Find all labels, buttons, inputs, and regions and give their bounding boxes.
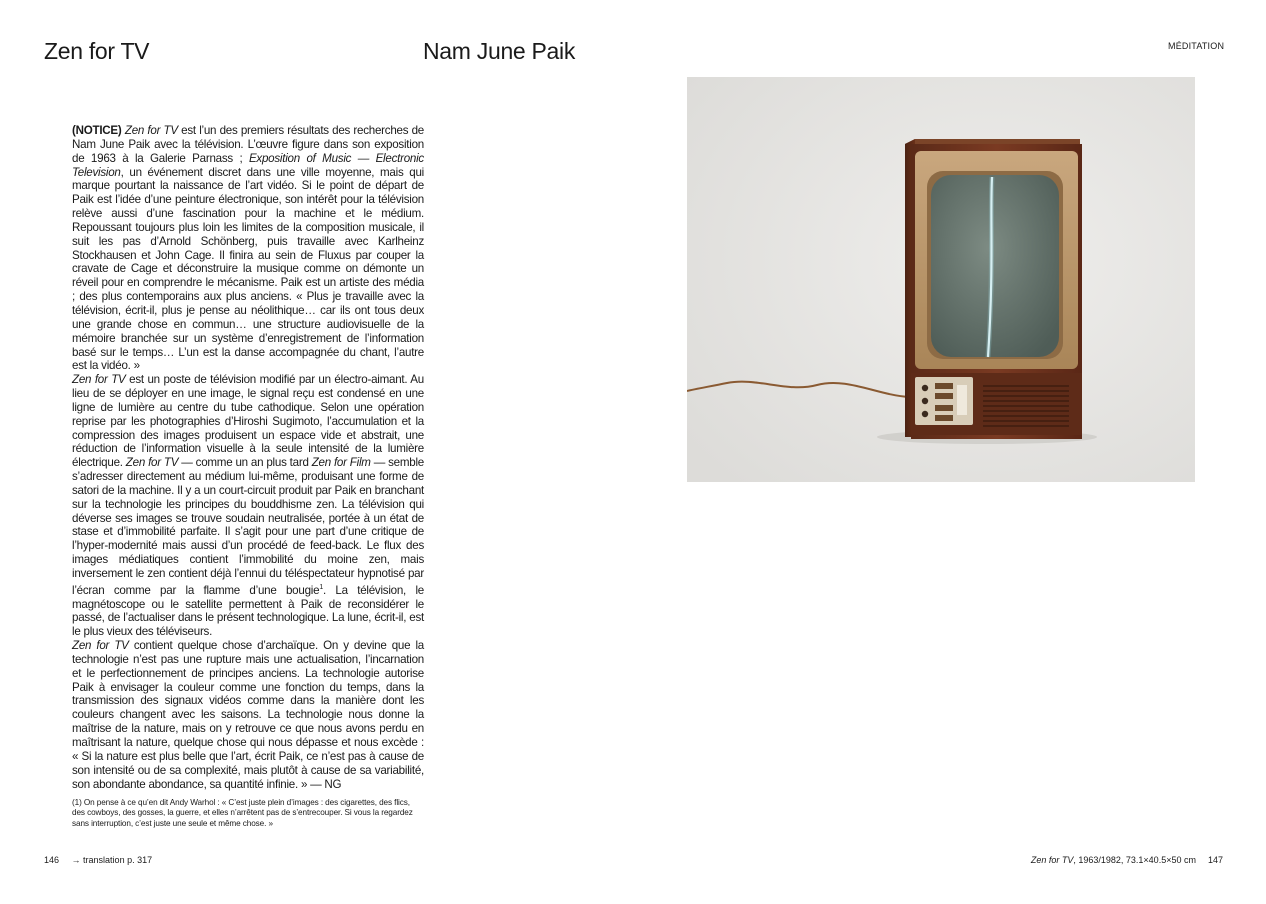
- caption-details: , 1963/1982, 73.1×40.5×50 cm: [1073, 855, 1196, 865]
- text-run: contient quelque chose d’archaïque. On y devine que la technologie n’est pas une rupture mais une actualisation, l’incarnation et le perfectionnement de principes anciens. La technologie autorise Paik à envisager la couleur comme une fonction du temps, dans la transmission des signaux vidéos comme dans la manière dont les couleurs changent avec les saisons. La technologie nous donne la maîtrise de la nature, mais on y retrouve ce que nous avons perdu en maîtrisant la nature, quelque chose qui nous dépasse et nous excède : « Si la nature est plus belle que l’art, écrit Paik, ce n’est pas à cause de son intensité ou de sa complexité, mais plutôt à cause de sa variabilité, son abondante abondance, sa quantité infinie. » — NG: [72, 639, 425, 791]
- footer-right: [1031, 855, 1223, 865]
- footer-left: [44, 855, 152, 865]
- italic-title: Zen for TV: [72, 373, 126, 387]
- caption-title: Zen for TV: [1030, 855, 1074, 865]
- italic-title: Zen for TV: [125, 456, 179, 470]
- text-run: est l’un des premiers résultats des recherches de Nam June Paik avec la télévision. L’œuvre figure dans son exposition de 1963 à la Galerie Parnass ;: [72, 124, 425, 165]
- text-run: est un poste de télévision modifié par un électro-aimant. Au lieu de se déployer en une image, le signal reçu est condensé en une ligne de lumière au centre du tube cathodique. Selon une opération reprise par les photographies d’Hiroshi Sugimoto, l’accumulation et la compression des images produisent un espace vide et abstrait, une réduction de l’information visuelle à la seule intensité de la lumière électrique.: [72, 373, 424, 470]
- paragraph-1: [72, 124, 424, 373]
- notice-tag: (NOTICE): [72, 124, 122, 137]
- work-title: Zen for TV: [44, 38, 150, 64]
- paragraph-3: [72, 639, 424, 791]
- italic-title: Zen for Film: [311, 456, 371, 470]
- text-run: . La télévision, le magnétoscope ou le satellite permettent à Paik de reconsidérer le passé, de l’actualiser dans le présent technologique. La lune, écrit-il, est le plus vieux des téléviseurs.: [72, 583, 424, 639]
- italic-title: Zen for TV: [124, 124, 178, 137]
- italic-title: Exposition of Music — Electronic Television: [72, 151, 424, 179]
- artist-name: Nam June Paik: [423, 38, 576, 64]
- footnote-reference[interactable]: 1: [319, 583, 323, 591]
- text-run: , un événement discret dans une ville moyenne, mais qui marque pourtant la naissance de l’art vidéo. Si le point de départ de Paik est l’idée d’une peinture électronique, son intérêt pour la télévision relève aussi d’une fascination pour la machine et le médium. Repoussant toujours plus loin les limites de la composition musicale, il suit les pas d’Arnold Schönberg, puis travaille avec Karlheinz Stockhausen et John Cage. Il finira au sein de Fluxus par couper la cravate de Cage et déconstruire la musique comme on démonte un réveil pour en comprendre le mécanisme. Paik est un artiste des média ; des plus contemporains aux plus anciens. « Plus je travaille avec la télévision, écrit-il, plus je pense au néolithique… car ils ont tous deux une grande chose en commun… une structure audiovisuelle de la mémoire branchée sur un système d’enregistrement de l’information basé sur le temps… L’un est la danse accompagnée du chant, l’autre est la vidéo. »: [72, 165, 424, 373]
- notice-text: [72, 124, 424, 791]
- page-number-left: 146: [44, 855, 60, 865]
- text-run: — semble s’adresser directement au médium lui-même, produisant une forme de satori de la machine. Il y a un court-circuit produit par Paik en branchant sur la technologie les principes du bouddhisme zen. La télévision qui déverse ses images se trouve soudain neutralisée, portée à un état de stase et d’immobilité parfaite. Il s’agit pour une part d’une critique de l’hyper-modernité mais aussi d’un procédé de feed-back. Le flux des images médiatiques contient l’immobilité du moine zen, mais inversement le zen contient déjà l’ennui du téléspectateur hypnotisé par l’écran comme par la flamme d’une bougie: [72, 456, 424, 597]
- section-label: MÉDITATION: [1168, 41, 1225, 51]
- artwork-photo: [687, 77, 1195, 482]
- translation-link[interactable]: → translation p. 317: [71, 855, 153, 865]
- paragraph-2: [72, 373, 424, 639]
- footnote: (1) On pense à ce qu’en dit Andy Warhol : « C’est juste plein d’images : des cigarettes, des flics, des cowboys, des gosses, la guerre, et elles n’arrêtent pas de s’entrecouper. Si vous la regardez sans interruption, c’est juste une seule et même chose. »: [72, 798, 413, 828]
- text-run: — comme un an plus tard: [178, 456, 312, 470]
- italic-title: Zen for TV: [72, 639, 129, 653]
- page-number-right: 147: [1207, 855, 1223, 865]
- tv-illustration: [687, 77, 1195, 482]
